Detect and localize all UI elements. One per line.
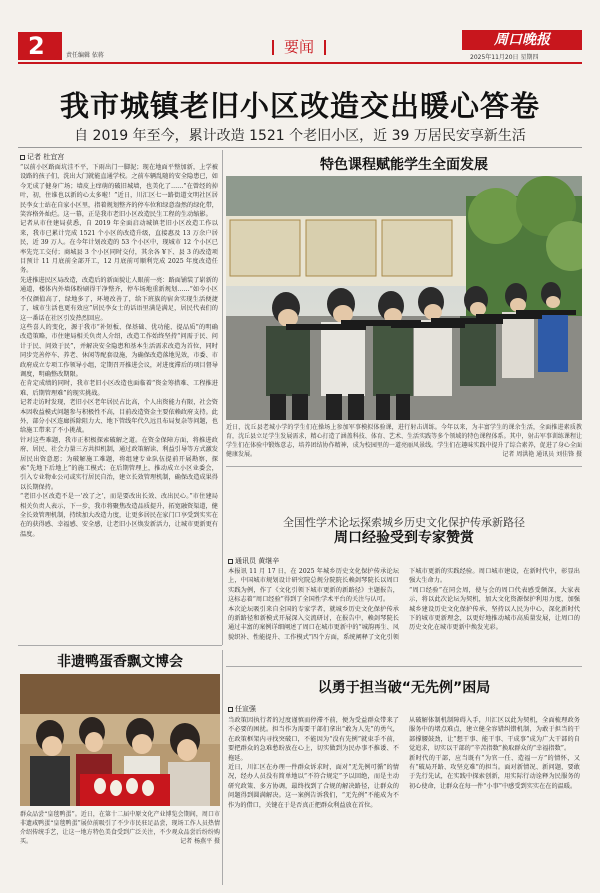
page-number: 2 bbox=[18, 32, 62, 60]
article4-title: 以勇于担当破“无先例”困局 bbox=[317, 680, 491, 696]
article4-para: 当政策因执行者的过度谨慎而停滞不前，便为受益群众带来了不必要的困扰。担当作为需要干部们拿出“敢为人先”的勇气，在政策框架内寻找突破口，不能因为“没有先例”就束手不前，要把群众的急难愁盼放在心上，切实做到为民办事不推诿、不拖延。 bbox=[228, 717, 399, 762]
article3-credit: 记者 杨燕平 摄 bbox=[180, 838, 220, 845]
article1-para: “老旧小区改造不是一‘改了之’，而是要改出长效、改出民心。”市住建局相关负责人表示，下一步，我市将聚焦改造品质提升，拓宽融资渠道，健全长效管理机制，持续加大改造力度，让更多居民在家门口享受到实实在在的获得感、幸福感、安全感，让老旧小区焕发新活力，让城市更新更有温度。 bbox=[20, 493, 218, 538]
article2-byline-text: 通讯员 黄继辛 bbox=[235, 557, 280, 565]
byline-square-icon bbox=[228, 707, 233, 712]
article2-para: 本报讯 11 月 17 日，在 2025 年城乡历史文化保护传承论坛上，中国城市规划设计研究院总规分院院长赖剑琴院长以周口实践为例，作了《文化引领下城市更新的新路径》主题报告，这标志着“周口经验”得到了全国性学术平台的关注与认可。 bbox=[228, 568, 399, 604]
page-header bbox=[0, 0, 600, 62]
byline-square-icon bbox=[228, 559, 233, 564]
article4-body bbox=[228, 716, 580, 884]
article3-title: 非遗鸭蛋香飘文博会 bbox=[57, 654, 183, 670]
section-divider bbox=[226, 466, 582, 467]
photo1-caption-text: 近日，沈丘县老城小学的学生们在操场上参加军事模拟体验课，进行射击训练。今年以来，为丰富学生的课余生活，全面推进素质教育，沈丘县立足学生发展需求，精心打造了涵盖科技、体育、艺术、生活实践等多个领域的特色课程体系。其中，射击军事训练课程让学生们在体验中锻炼意志，培养团结协作精神，成为校园里的一道亮丽风景线。学生们在趣味实践中提升了综合素养，促进了身心全面健康发展。 bbox=[226, 424, 582, 458]
main-headline: 我市城镇老旧小区改造交出暖心答卷 bbox=[59, 89, 540, 123]
photo1-credit: 记者 周洪艳 通讯员 刘佳锋 摄 bbox=[502, 451, 582, 458]
duck-egg-expo-photo bbox=[20, 674, 220, 806]
editors-line: 责任编辑 依蒋 bbox=[66, 52, 104, 59]
section-label: 要闻 bbox=[284, 38, 315, 56]
column-divider bbox=[222, 650, 223, 885]
photo-illustration bbox=[226, 176, 582, 420]
section-divider bbox=[18, 645, 222, 646]
page-number-arrow-icon bbox=[54, 32, 62, 60]
article4-para: 从破解体制机制障碍入手，川汇区以此为契机，全面梳理政务服务中的堵点难点，建立健全容错纠错机制，为敢于担当的干部撑腰鼓劲，让“想干事、能干事、干成事”成为广大干部的自觉追求，切实以干部的“辛苦指数”换取群众的“幸福指数”。 bbox=[409, 717, 580, 753]
article1-byline bbox=[20, 152, 64, 162]
photo-illustration bbox=[20, 674, 220, 806]
article1-para: 这些喜人的变化，源于我市“补短板、保基础、优功能、提品质”的明确改造策略，市住建局相关负责人介绍，改造工作始终坚持“问需于民、问计于民、问效于民”，并解决安全隐患和基本生活需求改造为首位，同时同步完善停车、养老、休闲等配套设施，为确保改造落地见效，市委、市政府成立专项工作领导小组，定期召开推进会议，对进度滞后的项目督导调度，明确整改期限。 bbox=[20, 323, 218, 378]
article4-byline-text: 任宣强 bbox=[235, 705, 256, 713]
article1-para: 针对这些难题，我市正积极探索破解之道。在资金保障方面，将推进政府、居民、社会力量三方共担机制，通过政策解读、利益引导等方式激发居民出资意愿；为破解施工难题，将组建专业队伍提前开展勘察，探索“先地下后地上”的施工模式；在后期管理上，推动成立小区业委会，引入专业物业公司或实行居民自治，建立长效管理机制，确保改造成果得以长期保持。 bbox=[20, 436, 218, 491]
header-rule bbox=[18, 62, 582, 64]
article2-title: 周口经验受到专家赞赏 bbox=[334, 530, 474, 546]
article1-para: 记者从市住建局获悉，自 2019 年全面启动城镇老旧小区改造工作以来，我市已累计完成 1521 个小区的改造升级，直接惠及 13 万余户居民，近 39 万人。在今年计划改造的 53 个小区中，现城市 12 个小区已率先完工交付；商城县 3 个小区同时交付，其余各 ¥下、县 3 的改造项目预计 11 月底前全部开工，12 月底前可顺利完成 2025 年度改造任务。 bbox=[20, 220, 218, 275]
byline-square-icon bbox=[20, 155, 25, 160]
article4-para: 近日，川汇区在办理一件群众诉求时，面对“无先例可循”的情况，经办人员没有简单地以“不符合规定”予以回绝，而是主动研究政策、多方协调，最终找到了合规的解决路径，让群众的问题得到圆满解决。这一案例告诉我们，“无先例”不能成为不作为的借口，关键在于是否真正把群众利益放在首位。 bbox=[228, 764, 399, 809]
section-divider bbox=[226, 666, 582, 667]
article2-kicker: 全国性学术论坛探索城乡历史文化保护传承新路径 bbox=[283, 516, 525, 529]
column-divider bbox=[222, 150, 223, 645]
section-bar-right bbox=[324, 40, 326, 55]
article3-caption-text: 群众品尝“皇毯鸭蛋”。近日，在第十二届中原文化产业博览会期间，周口市非遗咸鸭蛋“皇毯鸭蛋”展位前吸引了不少市民驻足品尝，现场工作人员热情介绍传统手艺，让这一地方特色美食受到广泛关注，不少观众品尝后纷纷购买。 bbox=[20, 811, 220, 845]
shooting-training-photo bbox=[226, 176, 582, 420]
newspaper-logo: 周口晚报 bbox=[462, 30, 582, 50]
article3-caption bbox=[20, 810, 220, 880]
article2-byline bbox=[228, 556, 279, 566]
article2-para: 本次论坛吸引来自全国的专家学者，就城乡历史文化保护传承的新路径和新模式开展深入交流研讨，在报告中，赖剑琴院长通过丰富的案例详细阐述了周口在城市更新中的“城韵再生、风貌织补、性能提升、工作模式”四个方面，系统阐释了文化引领下城市更新的实践经验。周口城市建设，在新时代中，彰显出强大生命力。 bbox=[228, 568, 580, 641]
section-bar-left bbox=[272, 40, 274, 55]
article1-para: “以前小区路面坑洼不平，下雨出门一脚泥；现在地面平整加新，上学被设路的孩子们，洗出大门就能直通学校。之前车辆乱随的安全隐患已，如今无成了健身广场；墙皮上痒萌的破旧城墙，也美化了……”在曾经的掉叶，初，住谁也以新的心太多啦！”近日，川汇区七一路街道文明社区居民李女士站在自家小区里，指着规划整齐的停车位和绿意盎然的绿化带，笑容格外灿烂。这一幕，正是我市老旧小区改造民生工程的生动缩影。 bbox=[20, 164, 218, 219]
article4-para: 新时代的干部，应当既有“为官一任、造福一方”的情怀，又有“破局开路、攻坚克难”的担当。面对新情况、新问题，要敢于先行先试，在实践中探索创新，用实际行动诠释为民服务的初心使命，让群众在每一件“小事”中感受到实实在在的温暖。 bbox=[409, 754, 580, 790]
article1-para: 记者走访时发现，老旧小区老年居民占比高，个人出资能力有限，社会资本因收益模式问题参与积极性不高，目前改造资金主要依赖政府支持。此外，部分小区连廊拆除阻力大、地下管线年代久远且布局复杂等问题，也给施工带来了不小挑战。 bbox=[20, 399, 218, 435]
main-subhead: 自 2019 年至今，累计改造 1521 个老旧小区，近 39 万居民安享新生活 bbox=[74, 128, 526, 144]
article1-byline-text: 记者 杜宜宫 bbox=[27, 153, 65, 161]
article2-para: “周口经验”在同会周，使与会的周口代表感受颇深，大家表示，将以此次论坛为契机，加大文化资源保护利用力度，加强城乡建设历史文化保护传承，坚持以人民为中心，深化新时代下的城市更新理念，以更好地推动城市高质量发展，让周口的历史文化在城市更新中焕发光彩。 bbox=[409, 586, 580, 632]
article1-para: 在肯定成绩的同时，我市老旧小区改造也面临着“资金筹措难、工程推进难、后期管理难”的现实挑战。 bbox=[20, 380, 218, 397]
photo1-title: 特色课程赋能学生全面发展 bbox=[320, 157, 488, 173]
section-name bbox=[262, 36, 336, 57]
article1-para: 先进推进民区局改造，改造后的新面貌让人眼前一亮：路面铺装了崭新的通道，楼体内外墙体粉刷得干净整齐，停车场地重新规划……“如今小区不仅颜值高了，绿地多了，环境改善了，给下班族的宿舍实现生活便捷了，城市生活也更有效应”居民李女士的话语里满是满足，居民代表们的这一番话在社区引发热烈回应。 bbox=[20, 276, 218, 322]
article2-body bbox=[228, 567, 580, 665]
headline-rule bbox=[18, 147, 582, 148]
issue-date: 2025年11月20日 星期四 bbox=[470, 54, 539, 61]
photo1-caption bbox=[226, 423, 582, 463]
article1-body bbox=[20, 163, 218, 640]
article4-byline bbox=[228, 704, 256, 714]
